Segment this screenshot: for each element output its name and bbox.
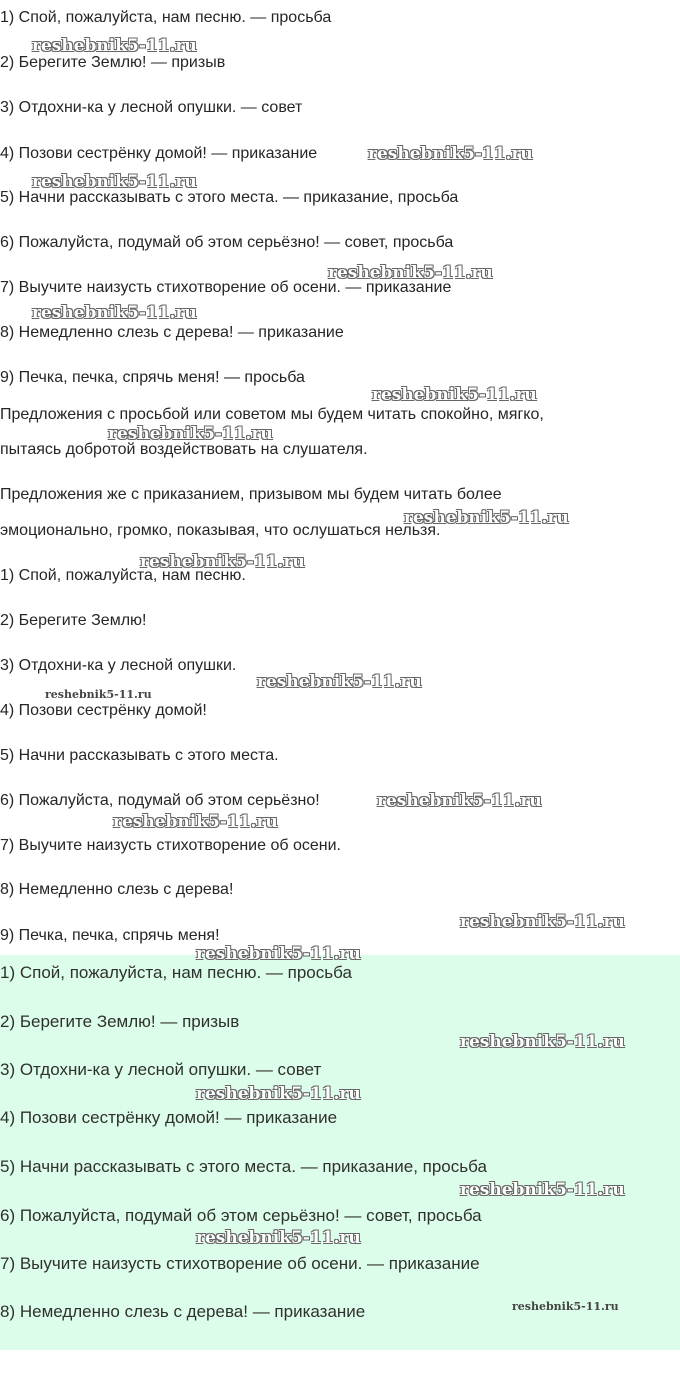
watermark: reshebnik5-11.ru — [404, 508, 569, 528]
sentence-line: 3) Отдохни-ка у лесной опушки. — совет — [0, 99, 303, 116]
watermark: reshebnik5-11.ru — [328, 263, 493, 283]
watermark: reshebnik5-11.ru — [377, 791, 542, 811]
sentence-line: 1) Спой, пожалуйста, нам песню. — просьба — [0, 963, 352, 982]
sentence-line: 3) Отдохни-ка у лесной опушки. — совет — [0, 1060, 322, 1079]
sentence-line: 4) Позови сестрёнку домой! — [0, 702, 207, 719]
sentence-line: 9) Печка, печка, спрячь меня! — просьба — [0, 369, 305, 386]
watermark: reshebnik5-11.ru — [140, 552, 305, 572]
sentence-line: 6) Пожалуйста, подумай об этом серьёзно! — совет, просьба — [0, 1206, 482, 1225]
sentence-line: 7) Выучите наизусть стихотворение об осени. — приказание — [0, 279, 452, 296]
watermark: reshebnik5-11.ru — [108, 424, 273, 444]
watermark: reshebnik5-11.ru — [372, 385, 537, 405]
paragraph-line: Предложения с просьбой или советом мы будем читать спокойно, мягко, — [0, 406, 544, 423]
sentence-line: 5) Начни рассказывать с этого места. — [0, 747, 279, 764]
watermark: reshebnik5-11.ru — [32, 36, 197, 56]
sentence-line: 5) Начни рассказывать с этого места. — приказание, просьба — [0, 1157, 487, 1176]
sentence-line: 4) Позови сестрёнку домой! — приказание — [0, 1108, 338, 1127]
sentence-line: 8) Немедленно слезь с дерева! — приказание — [0, 1302, 366, 1321]
watermark: reshebnik5-11.ru — [368, 144, 533, 164]
sentence-line: 4) Позови сестрёнку домой! — приказание — [0, 145, 318, 162]
sentence-line: 1) Спой, пожалуйста, нам песню. — [0, 567, 246, 584]
watermark: reshebnik5-11.ru — [257, 672, 422, 692]
sentence-line: 6) Пожалуйста, подумай об этом серьёзно! — совет, просьба — [0, 234, 454, 251]
sentence-line: 8) Немедленно слезь с дерева! — [0, 881, 234, 898]
watermark: reshebnik5-11.ru — [196, 1084, 361, 1104]
watermark: reshebnik5-11.ru — [196, 1228, 361, 1248]
sentence-line: 8) Немедленно слезь с дерева! — приказание — [0, 324, 344, 341]
paragraph-line: Предложения же с приказанием, призывом мы будем читать более — [0, 486, 502, 503]
paragraph-line: эмоционально, громко, показывая, что ослушаться нельзя. — [0, 522, 441, 539]
watermark: reshebnik5-11.ru — [196, 944, 361, 964]
sentence-line: 7) Выучите наизусть стихотворение об осени. — приказание — [0, 1254, 480, 1273]
watermark: reshebnik5-11.ru — [32, 172, 197, 192]
watermark: reshebnik5-11.ru — [45, 688, 152, 701]
paragraph-line: пытаясь добротой воздействовать на слушателя. — [0, 441, 368, 458]
watermark: reshebnik5-11.ru — [460, 1180, 625, 1200]
watermark: reshebnik5-11.ru — [113, 812, 278, 832]
sentence-line: 6) Пожалуйста, подумай об этом серьёзно! — [0, 792, 320, 809]
watermark: reshebnik5-11.ru — [460, 912, 625, 932]
sentence-line: 2) Берегите Землю! — призыв — [0, 54, 226, 71]
sentence-line: 2) Берегите Землю! — [0, 612, 147, 629]
sentence-line: 3) Отдохни-ка у лесной опушки. — [0, 657, 237, 674]
watermark: reshebnik5-11.ru — [460, 1032, 625, 1052]
watermark: reshebnik5-11.ru — [32, 303, 197, 323]
sentence-line: 9) Печка, печка, спрячь меня! — [0, 927, 220, 944]
sentence-line: 1) Спой, пожалуйста, нам песню. — просьба — [0, 9, 332, 26]
watermark: reshebnik5-11.ru — [512, 1300, 619, 1313]
sentence-line: 2) Берегите Землю! — призыв — [0, 1012, 240, 1031]
sentence-line: 5) Начни рассказывать с этого места. — приказание, просьба — [0, 189, 459, 206]
sentence-line: 7) Выучите наизусть стихотворение об осени. — [0, 837, 341, 854]
